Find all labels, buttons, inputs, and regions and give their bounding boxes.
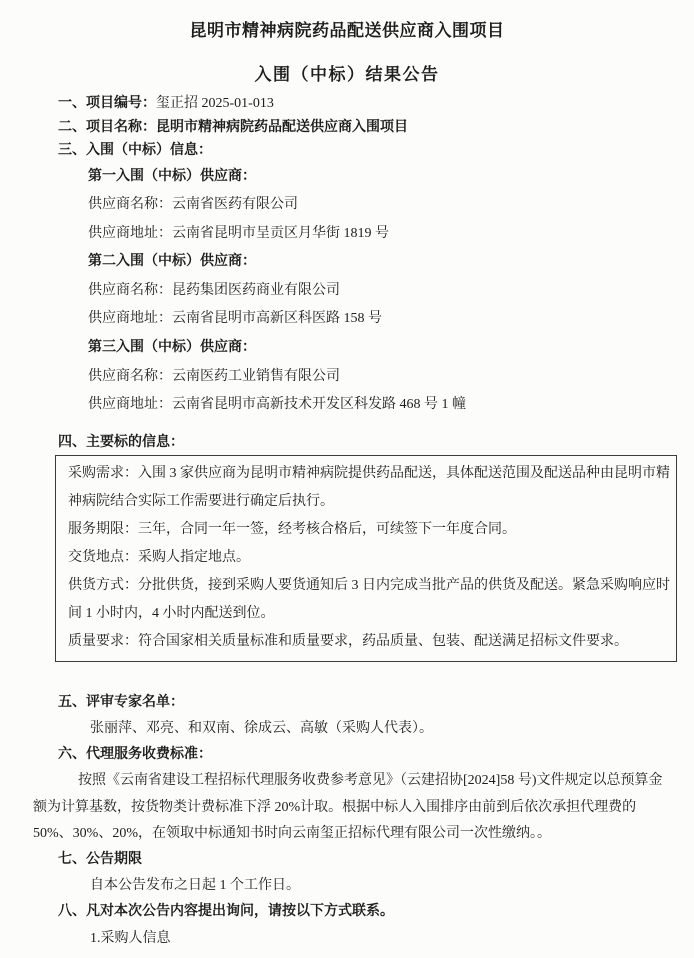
review-experts-heading: 五、评审专家名单：: [58, 694, 184, 710]
supplier-2-address-label: 供应商地址：: [88, 311, 172, 327]
lower-sections: [0, 690, 694, 952]
supplier-1-name-label: 供应商名称：: [88, 197, 172, 213]
supplier-3-name-label: 供应商名称：: [88, 368, 172, 384]
supplier-1-address-value: 云南省昆明市呈贡区月华街 1819 号: [172, 225, 389, 241]
supplier-2-name-label: 供应商名称：: [88, 282, 172, 298]
service-period-line: 服务期限：三年，合同一年一签，经考核合格后，可续签下一年度合同。: [68, 521, 516, 537]
project-info-section: [0, 92, 694, 163]
supplier-3-address-label: 供应商地址：: [88, 397, 172, 413]
supply-method-line: 供货方式：分批供货，接到采购人要货通知后 3 日内完成当批产品的供货及配送。紧急采购响应时间 1 小时内，4 小时内配送到位。: [68, 577, 670, 621]
suppliers-section: [0, 163, 694, 420]
agency-fee-paragraph: 按照《云南省建设工程招标代理服务收费参考意见》（云建招协[2024]58 号)文件规定以总预算金额为计算基数，按货物类计费标准下浮 20%计取。根据中标人入围排序由前到后依次承担代理费的50%、30%、20%，在领取中标通知书时向云南玺正招标代理有限公司一次性缴纳。。: [33, 773, 663, 841]
project-name-line: [58, 116, 680, 140]
project-name-value: 昆明市精神病院药品配送供应商入围项目: [156, 119, 408, 135]
supplier-1-name-value: 云南省医药有限公司: [172, 197, 298, 213]
supplier-1-rank-heading: 第一入围（中标）供应商：: [88, 168, 256, 184]
shortlist-info-heading: 三、入围（中标）信息：: [58, 143, 212, 158]
supplier-3-name-line: [88, 363, 680, 392]
supplier-1-address-label: 供应商地址：: [88, 225, 172, 241]
document-title: 昆明市精神病院药品配送供应商入围项目: [189, 21, 505, 40]
supplier-3-name-value: 云南医药工业销售有限公司: [172, 368, 340, 384]
supplier-1-address-line: [88, 220, 680, 249]
procurement-requirement-line: 采购需求：入围 3 家供应商为昆明市精神病院提供药品配送，具体配送范围及配送品种由昆明市精神病院结合实际工作需要进行确定后执行。: [68, 465, 670, 509]
project-number-value: 玺正招 2025-01-013: [156, 96, 274, 111]
supplier-2-address-line: [88, 305, 680, 334]
delivery-place-line: 交货地点：采购人指定地点。: [68, 549, 250, 565]
supplier-3-address-line: [88, 391, 680, 420]
main-bid-info-heading: 四、主要标的信息：: [58, 434, 184, 450]
contact-heading: 八、凡对本次公告内容提出询问，请按以下方式联系。: [58, 904, 394, 920]
supplier-3-rank-heading: 第三入围（中标）供应商：: [88, 340, 256, 356]
purchaser-info-label: 1.采购人信息: [90, 930, 171, 946]
project-name-label: 二、项目名称：: [58, 119, 156, 135]
supplier-2-rank-heading: 第二入围（中标）供应商：: [88, 254, 256, 270]
announcement-period-value: 自本公告发布之日起 1 个工作日。: [90, 878, 300, 894]
announcement-period-heading: 七、公告期限: [58, 852, 142, 868]
quality-requirement-line: 质量要求：符合国家相关质量标准和质量要求，药品质量、包装、配送满足招标文件要求。: [68, 633, 628, 649]
supplier-2-name-value: 昆药集团医药商业有限公司: [172, 282, 340, 298]
supplier-2-name-line: [88, 277, 680, 306]
document-subtitle: 入围（中标）结果公告: [254, 65, 440, 84]
project-number-line: [58, 92, 680, 116]
supplier-2-address-value: 云南省昆明市高新区科医路 158 号: [172, 311, 382, 327]
supplier-3-address-value: 云南省昆明市高新技术开发区科发路 468 号 1 幢: [172, 397, 466, 413]
project-number-label: 一、项目编号：: [58, 96, 156, 111]
agency-fee-heading: 六、代理服务收费标准：: [58, 747, 212, 763]
review-experts-list: 张丽萍、邓亮、和双南、徐成云、高敏（采购人代表）。: [90, 721, 433, 737]
main-bid-info-box: [55, 455, 677, 662]
supplier-1-name-line: [88, 191, 680, 220]
